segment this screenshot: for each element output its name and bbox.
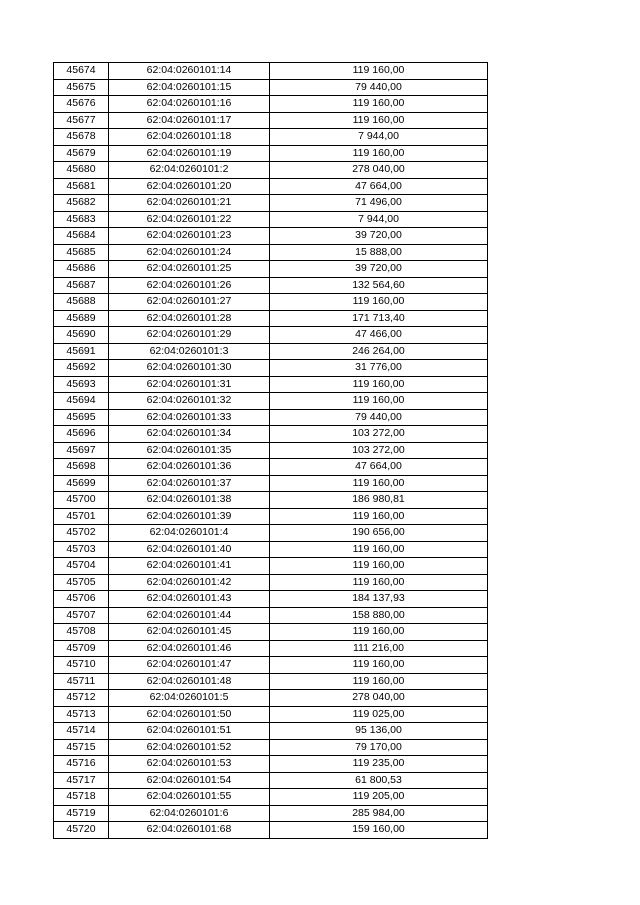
cadastral-number-cell: 62:04:0260101:2 [109, 162, 270, 179]
row-id-cell: 45681 [54, 178, 109, 195]
cadastral-number-cell: 62:04:0260101:28 [109, 310, 270, 327]
row-id-cell: 45699 [54, 475, 109, 492]
table-row [54, 640, 488, 657]
row-id-cell: 45692 [54, 360, 109, 377]
table-row [54, 541, 488, 558]
cadastral-value-cell: 119 205,00 [270, 789, 488, 806]
row-id-cell: 45707 [54, 607, 109, 624]
cadastral-number-cell: 62:04:0260101:50 [109, 706, 270, 723]
cadastral-value-cell: 61 800,53 [270, 772, 488, 789]
row-id-cell: 45680 [54, 162, 109, 179]
row-id-cell: 45696 [54, 426, 109, 443]
row-id-cell: 45684 [54, 228, 109, 245]
table-row [54, 261, 488, 278]
cadastral-value-cell: 119 160,00 [270, 294, 488, 311]
table-row [54, 558, 488, 575]
row-id-cell: 45685 [54, 244, 109, 261]
cadastral-value-cell: 285 984,00 [270, 805, 488, 822]
row-id-cell: 45674 [54, 63, 109, 80]
table-row [54, 739, 488, 756]
cadastral-value-table [53, 62, 488, 839]
cadastral-number-cell: 62:04:0260101:51 [109, 723, 270, 740]
row-id-cell: 45708 [54, 624, 109, 641]
cadastral-value-cell: 39 720,00 [270, 228, 488, 245]
table-row [54, 772, 488, 789]
row-id-cell: 45700 [54, 492, 109, 509]
cadastral-number-cell: 62:04:0260101:43 [109, 591, 270, 608]
cadastral-value-cell: 119 160,00 [270, 508, 488, 525]
row-id-cell: 45704 [54, 558, 109, 575]
cadastral-value-cell: 31 776,00 [270, 360, 488, 377]
row-id-cell: 45675 [54, 79, 109, 96]
cadastral-value-cell: 119 025,00 [270, 706, 488, 723]
cadastral-number-cell: 62:04:0260101:21 [109, 195, 270, 212]
cadastral-number-cell: 62:04:0260101:33 [109, 409, 270, 426]
cadastral-value-cell: 103 272,00 [270, 426, 488, 443]
cadastral-number-cell: 62:04:0260101:55 [109, 789, 270, 806]
table-body [54, 63, 488, 839]
cadastral-value-cell: 184 137,93 [270, 591, 488, 608]
row-id-cell: 45718 [54, 789, 109, 806]
cadastral-value-cell: 119 160,00 [270, 624, 488, 641]
cadastral-value-cell: 119 160,00 [270, 376, 488, 393]
cadastral-number-cell: 62:04:0260101:32 [109, 393, 270, 410]
row-id-cell: 45678 [54, 129, 109, 146]
cadastral-value-cell: 119 160,00 [270, 145, 488, 162]
cadastral-number-cell: 62:04:0260101:46 [109, 640, 270, 657]
table-row [54, 624, 488, 641]
cadastral-value-cell: 119 235,00 [270, 756, 488, 773]
row-id-cell: 45688 [54, 294, 109, 311]
cadastral-value-cell: 246 264,00 [270, 343, 488, 360]
cadastral-value-cell: 119 160,00 [270, 657, 488, 674]
table-row [54, 525, 488, 542]
cadastral-value-cell: 103 272,00 [270, 442, 488, 459]
table-row [54, 162, 488, 179]
table-row [54, 244, 488, 261]
table-row [54, 211, 488, 228]
cadastral-value-cell: 47 664,00 [270, 459, 488, 476]
cadastral-number-cell: 62:04:0260101:6 [109, 805, 270, 822]
table-row [54, 195, 488, 212]
cadastral-number-cell: 62:04:0260101:54 [109, 772, 270, 789]
cadastral-number-cell: 62:04:0260101:14 [109, 63, 270, 80]
table-row [54, 442, 488, 459]
table-row [54, 789, 488, 806]
cadastral-number-cell: 62:04:0260101:23 [109, 228, 270, 245]
cadastral-number-cell: 62:04:0260101:16 [109, 96, 270, 113]
cadastral-value-cell: 132 564,60 [270, 277, 488, 294]
row-id-cell: 45710 [54, 657, 109, 674]
cadastral-number-cell: 62:04:0260101:36 [109, 459, 270, 476]
cadastral-value-cell: 7 944,00 [270, 211, 488, 228]
cadastral-number-cell: 62:04:0260101:18 [109, 129, 270, 146]
cadastral-number-cell: 62:04:0260101:40 [109, 541, 270, 558]
cadastral-number-cell: 62:04:0260101:45 [109, 624, 270, 641]
table-row [54, 756, 488, 773]
table-row [54, 657, 488, 674]
row-id-cell: 45683 [54, 211, 109, 228]
table-row [54, 492, 488, 509]
cadastral-number-cell: 62:04:0260101:22 [109, 211, 270, 228]
table-row [54, 327, 488, 344]
table-row [54, 690, 488, 707]
cadastral-value-cell: 39 720,00 [270, 261, 488, 278]
cadastral-value-cell: 186 980,81 [270, 492, 488, 509]
cadastral-number-cell: 62:04:0260101:20 [109, 178, 270, 195]
cadastral-value-cell: 47 466,00 [270, 327, 488, 344]
cadastral-value-cell: 119 160,00 [270, 393, 488, 410]
table-row [54, 310, 488, 327]
cadastral-number-cell: 62:04:0260101:5 [109, 690, 270, 707]
table-row [54, 277, 488, 294]
table-row [54, 228, 488, 245]
row-id-cell: 45686 [54, 261, 109, 278]
row-id-cell: 45711 [54, 673, 109, 690]
row-id-cell: 45714 [54, 723, 109, 740]
cadastral-number-cell: 62:04:0260101:38 [109, 492, 270, 509]
table-row [54, 294, 488, 311]
row-id-cell: 45677 [54, 112, 109, 129]
table-row [54, 673, 488, 690]
row-id-cell: 45720 [54, 822, 109, 839]
table-row [54, 591, 488, 608]
row-id-cell: 45694 [54, 393, 109, 410]
cadastral-number-cell: 62:04:0260101:68 [109, 822, 270, 839]
row-id-cell: 45689 [54, 310, 109, 327]
cadastral-number-cell: 62:04:0260101:37 [109, 475, 270, 492]
cadastral-number-cell: 62:04:0260101:53 [109, 756, 270, 773]
cadastral-value-cell: 95 136,00 [270, 723, 488, 740]
cadastral-number-cell: 62:04:0260101:42 [109, 574, 270, 591]
table-row [54, 79, 488, 96]
cadastral-value-cell: 190 656,00 [270, 525, 488, 542]
cadastral-value-cell: 7 944,00 [270, 129, 488, 146]
table-row [54, 607, 488, 624]
cadastral-value-cell: 119 160,00 [270, 574, 488, 591]
row-id-cell: 45697 [54, 442, 109, 459]
cadastral-value-cell: 15 888,00 [270, 244, 488, 261]
row-id-cell: 45716 [54, 756, 109, 773]
cadastral-number-cell: 62:04:0260101:52 [109, 739, 270, 756]
row-id-cell: 45698 [54, 459, 109, 476]
table-row [54, 409, 488, 426]
cadastral-number-cell: 62:04:0260101:17 [109, 112, 270, 129]
row-id-cell: 45690 [54, 327, 109, 344]
row-id-cell: 45705 [54, 574, 109, 591]
table-row [54, 178, 488, 195]
row-id-cell: 45717 [54, 772, 109, 789]
cadastral-value-cell: 119 160,00 [270, 63, 488, 80]
cadastral-value-cell: 171 713,40 [270, 310, 488, 327]
table-row [54, 723, 488, 740]
cadastral-number-cell: 62:04:0260101:27 [109, 294, 270, 311]
cadastral-value-cell: 119 160,00 [270, 673, 488, 690]
cadastral-value-cell: 159 160,00 [270, 822, 488, 839]
cadastral-value-cell: 278 040,00 [270, 162, 488, 179]
cadastral-value-cell: 119 160,00 [270, 541, 488, 558]
table-row [54, 459, 488, 476]
table-row [54, 145, 488, 162]
row-id-cell: 45687 [54, 277, 109, 294]
cadastral-number-cell: 62:04:0260101:24 [109, 244, 270, 261]
cadastral-number-cell: 62:04:0260101:35 [109, 442, 270, 459]
cadastral-value-cell: 119 160,00 [270, 475, 488, 492]
cadastral-number-cell: 62:04:0260101:48 [109, 673, 270, 690]
table-row [54, 706, 488, 723]
table-row [54, 426, 488, 443]
row-id-cell: 45702 [54, 525, 109, 542]
cadastral-number-cell: 62:04:0260101:19 [109, 145, 270, 162]
table-row [54, 96, 488, 113]
row-id-cell: 45695 [54, 409, 109, 426]
row-id-cell: 45706 [54, 591, 109, 608]
row-id-cell: 45709 [54, 640, 109, 657]
cadastral-number-cell: 62:04:0260101:44 [109, 607, 270, 624]
row-id-cell: 45703 [54, 541, 109, 558]
cadastral-number-cell: 62:04:0260101:31 [109, 376, 270, 393]
cadastral-number-cell: 62:04:0260101:29 [109, 327, 270, 344]
cadastral-value-cell: 79 440,00 [270, 79, 488, 96]
table-row [54, 129, 488, 146]
table-row [54, 393, 488, 410]
table-row [54, 574, 488, 591]
table-row [54, 475, 488, 492]
row-id-cell: 45693 [54, 376, 109, 393]
table-row [54, 343, 488, 360]
cadastral-number-cell: 62:04:0260101:25 [109, 261, 270, 278]
cadastral-value-cell: 71 496,00 [270, 195, 488, 212]
table-row [54, 112, 488, 129]
row-id-cell: 45715 [54, 739, 109, 756]
cadastral-number-cell: 62:04:0260101:34 [109, 426, 270, 443]
cadastral-number-cell: 62:04:0260101:41 [109, 558, 270, 575]
cadastral-value-cell: 278 040,00 [270, 690, 488, 707]
cadastral-value-cell: 79 170,00 [270, 739, 488, 756]
cadastral-number-cell: 62:04:0260101:15 [109, 79, 270, 96]
cadastral-value-cell: 79 440,00 [270, 409, 488, 426]
cadastral-number-cell: 62:04:0260101:26 [109, 277, 270, 294]
row-id-cell: 45682 [54, 195, 109, 212]
cadastral-number-cell: 62:04:0260101:4 [109, 525, 270, 542]
row-id-cell: 45701 [54, 508, 109, 525]
table-row [54, 805, 488, 822]
cadastral-number-cell: 62:04:0260101:3 [109, 343, 270, 360]
row-id-cell: 45691 [54, 343, 109, 360]
row-id-cell: 45713 [54, 706, 109, 723]
cadastral-number-cell: 62:04:0260101:47 [109, 657, 270, 674]
table-row [54, 376, 488, 393]
table-row [54, 360, 488, 377]
row-id-cell: 45676 [54, 96, 109, 113]
row-id-cell: 45719 [54, 805, 109, 822]
table-row [54, 822, 488, 839]
cadastral-value-cell: 119 160,00 [270, 96, 488, 113]
cadastral-value-cell: 158 880,00 [270, 607, 488, 624]
cadastral-value-cell: 119 160,00 [270, 558, 488, 575]
table-row [54, 63, 488, 80]
cadastral-number-cell: 62:04:0260101:39 [109, 508, 270, 525]
row-id-cell: 45679 [54, 145, 109, 162]
cadastral-value-cell: 119 160,00 [270, 112, 488, 129]
table-row [54, 508, 488, 525]
cadastral-number-cell: 62:04:0260101:30 [109, 360, 270, 377]
cadastral-value-cell: 111 216,00 [270, 640, 488, 657]
row-id-cell: 45712 [54, 690, 109, 707]
cadastral-value-cell: 47 664,00 [270, 178, 488, 195]
